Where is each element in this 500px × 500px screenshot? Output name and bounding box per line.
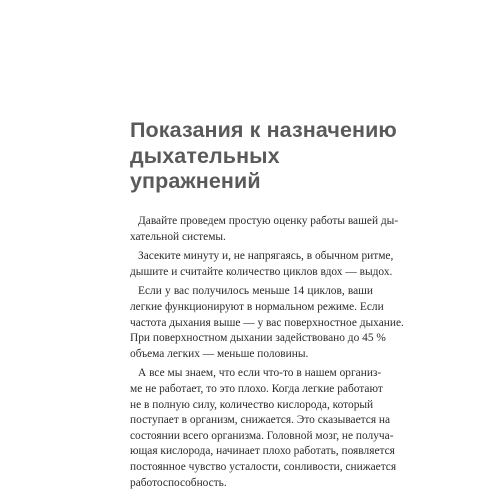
heading-line: упражнений <box>130 169 261 193</box>
text-line: дышите и считайте количество циклов вдох — выдох. <box>130 265 393 278</box>
text-line: Давайте проведем простую оценку работы вашей ды- <box>138 215 399 227</box>
text-line: объема легких — меньше половины. <box>130 347 309 360</box>
heading-line: Показания к назначению <box>130 118 397 142</box>
text-line: постоянное чувство усталости, сонливости, снижается <box>130 460 397 473</box>
text-line: ющая кислорода, начинает плохо работать, появляется <box>130 445 395 458</box>
text-line: состоянии всего организма. Головной мозг, не получа- <box>130 429 394 442</box>
paragraph <box>130 284 404 362</box>
text-line: А все мы знаем, что если что-то в нашем организ- <box>138 367 382 380</box>
text-line: работоспособность. <box>130 476 227 489</box>
section-heading <box>130 118 470 195</box>
text-line: поступает в организм, снижается. Это сказывается на <box>130 414 391 427</box>
text-line: Засеките минуту и, не напрягаясь, в обычном ритме, <box>138 250 394 263</box>
text-line: хательной системы. <box>130 230 226 243</box>
text-line: легкие функционируют в нормальном режиме. Если <box>130 300 384 313</box>
text-line: При поверхностном дыхании задействовано до 45 % <box>130 332 386 345</box>
paragraph <box>130 214 399 245</box>
paragraph <box>130 366 397 491</box>
text-line: частота дыхания выше — у вас поверхностное дыхание. <box>130 316 404 329</box>
text-line: Если у вас получилось меньше 14 циклов, ваши <box>138 285 373 298</box>
heading-line: дыхательных <box>130 143 280 168</box>
text-line: ме не работает, то это плохо. Когда легкие работают <box>130 382 383 395</box>
text-line: не в полную силу, количество кислорода, который <box>130 398 374 411</box>
paragraph <box>130 249 394 280</box>
body-text <box>130 214 404 495</box>
